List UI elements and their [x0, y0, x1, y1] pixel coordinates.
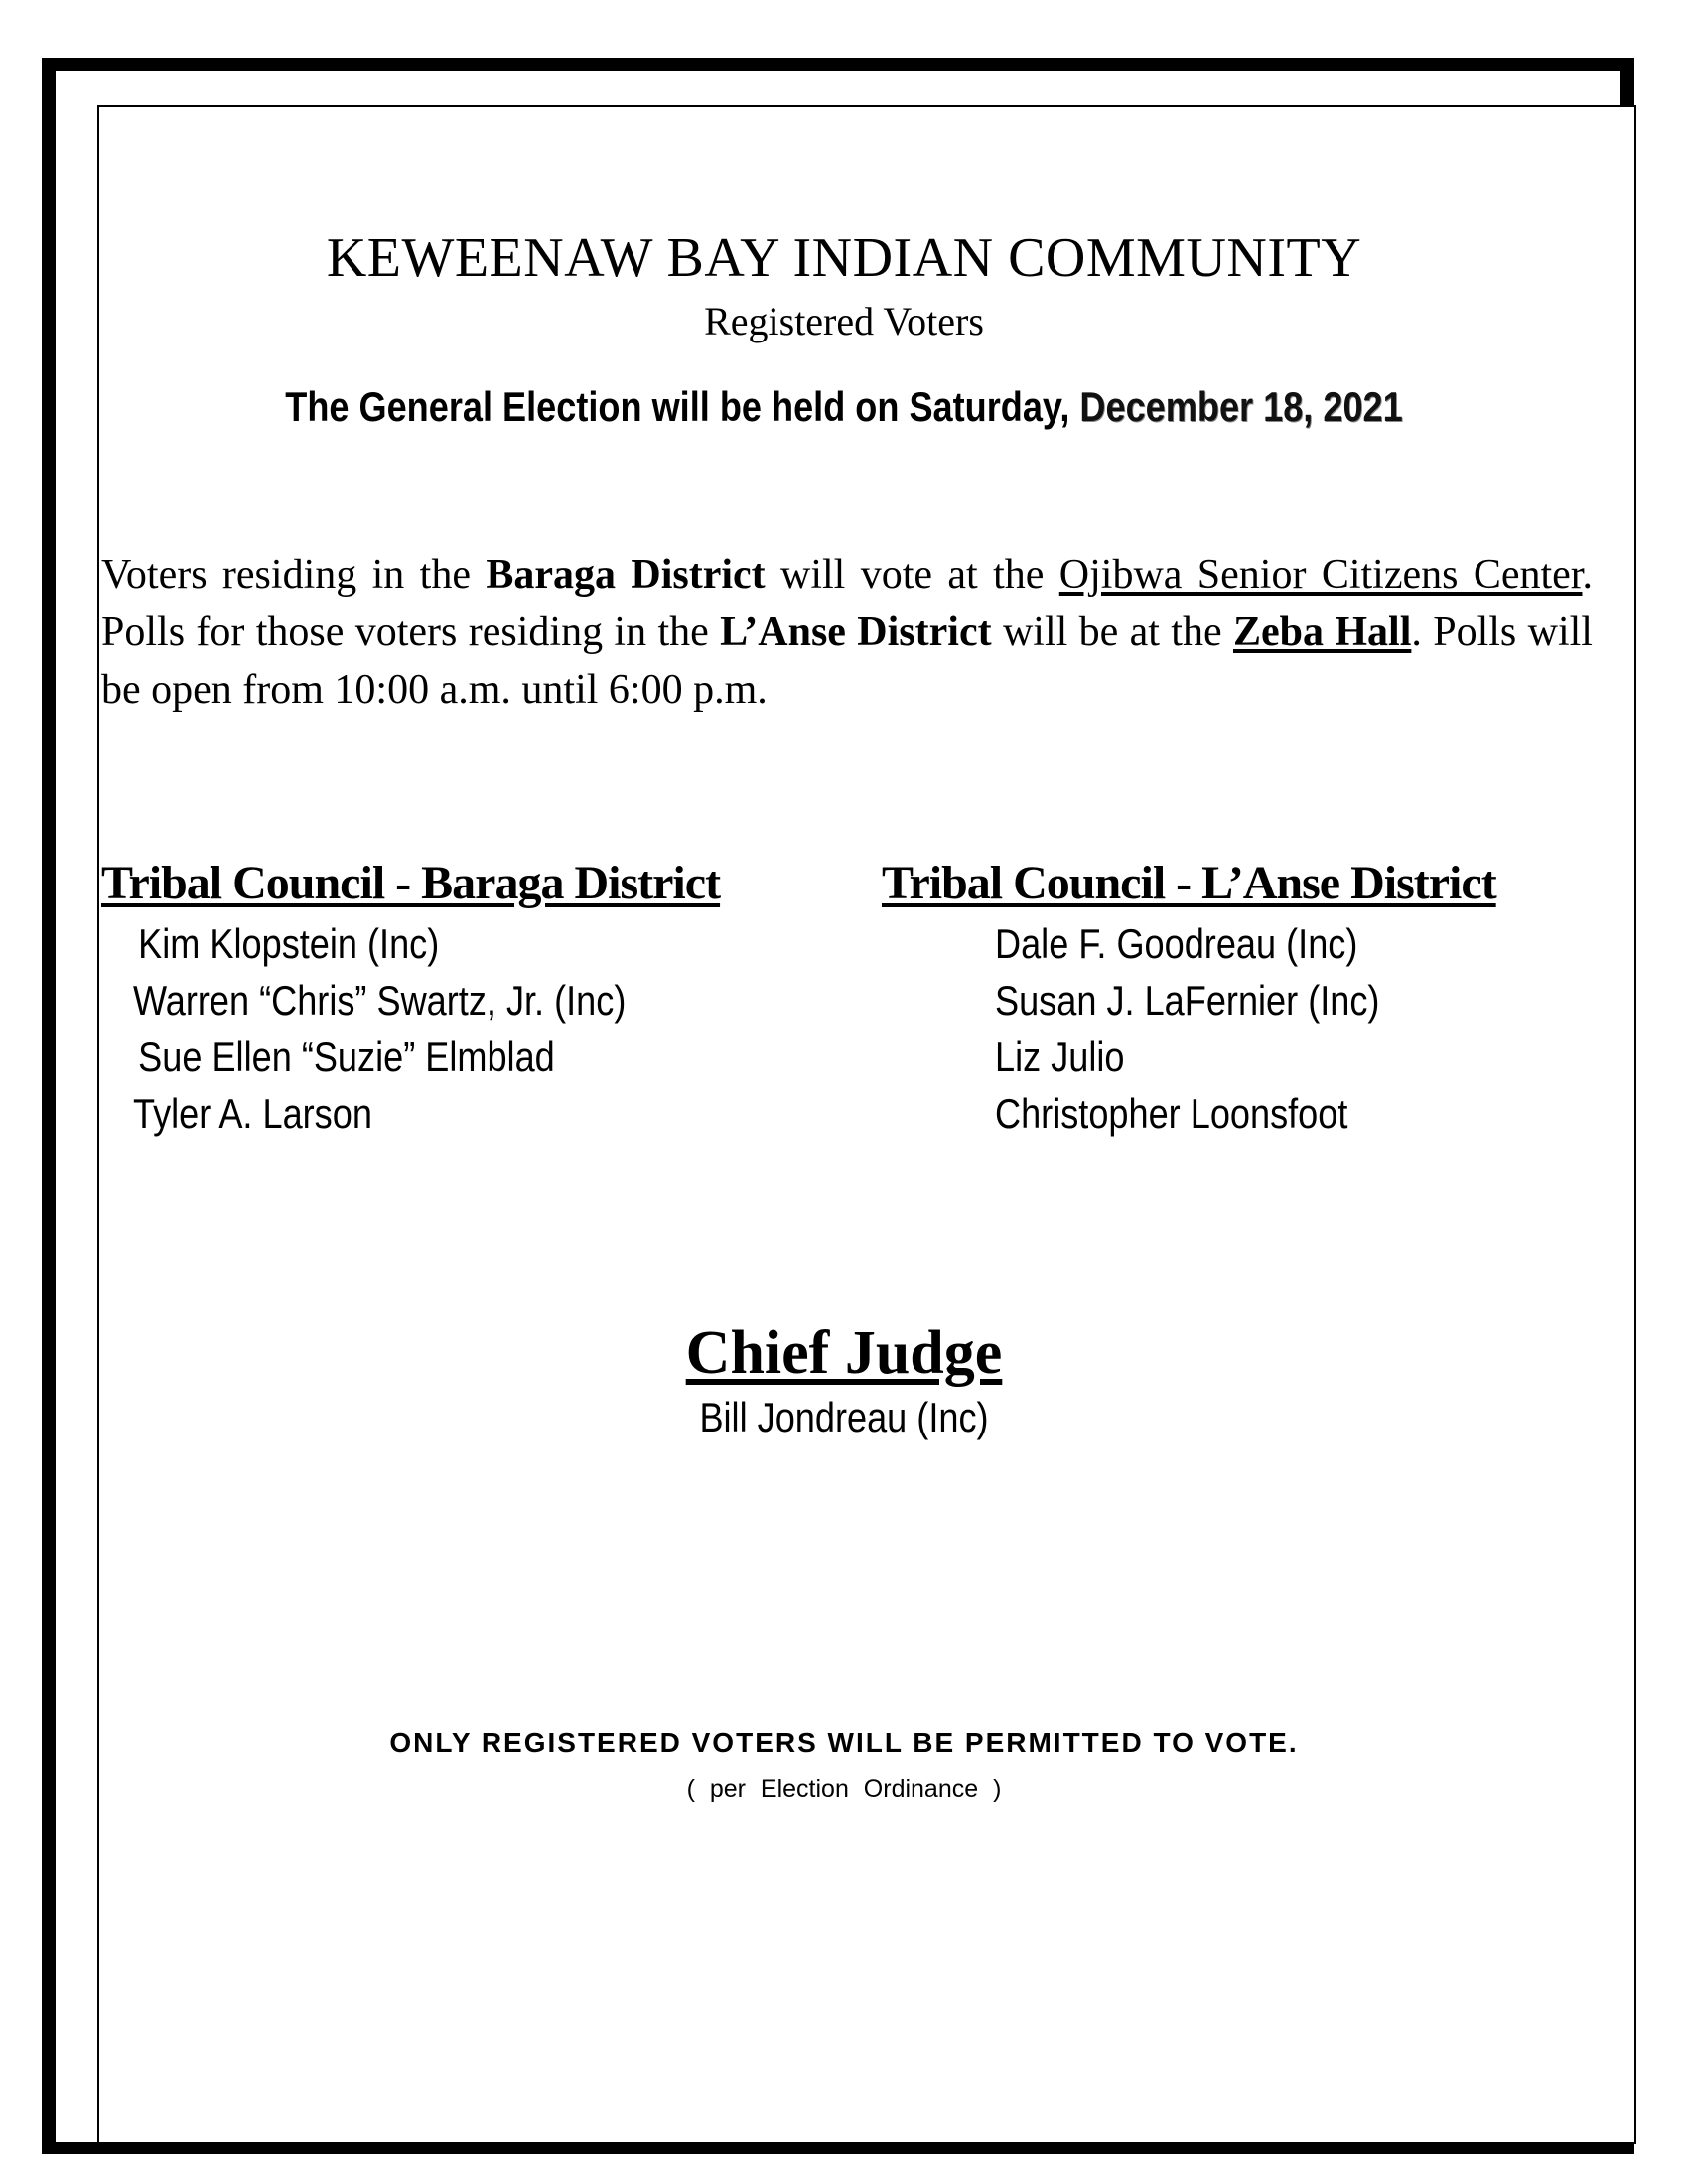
ordinance-note: ( per Election Ordinance ): [686, 1775, 1002, 1803]
election-date-line: [118, 383, 1570, 431]
candidate-name: Warren “Chris” Swartz, Jr. (Inc): [133, 977, 627, 1024]
lanse-council-heading: Tribal Council - L’Anse District: [882, 857, 1496, 909]
lanse-candidate-list: [995, 915, 1379, 1142]
baraga-polling-location: Ojibwa Senior Citizens Center: [1058, 552, 1583, 598]
lanse-polling-location: Zeba Hall: [1232, 610, 1412, 655]
registered-voters-notice: ONLY REGISTERED VOTERS WILL BE PERMITTED TO VOTE.: [389, 1727, 1299, 1758]
election-date: December 18, 2021: [1079, 383, 1403, 430]
polling-text: Voters residing in the: [101, 552, 487, 598]
candidate-name: Christopher Loonsfoot: [995, 1090, 1348, 1137]
candidate-name: Susan J. LaFernier (Inc): [995, 977, 1380, 1024]
polling-text: . Polls for those voters residing in the: [101, 552, 1593, 655]
candidate-name: Dale F. Goodreau (Inc): [995, 920, 1358, 967]
election-date-prefix: The General Election will be held on Saturday,: [285, 383, 1080, 430]
page-border-notch: [1622, 58, 1634, 107]
lanse-district-label: L’Anse District: [720, 610, 992, 655]
candidate-name: Sue Ellen “Suzie” Elmblad: [138, 1033, 555, 1080]
polling-text: will vote at the: [765, 552, 1059, 598]
polling-text: . Polls will be open from 10:00 a.m. until 6:00 p.m.: [101, 610, 1593, 713]
polling-paragraph: [101, 546, 1593, 719]
chief-judge-candidate: Bill Jondreau (Inc): [699, 1394, 989, 1440]
document-subtitle: Registered Voters: [704, 299, 984, 343]
candidate-name: Kim Klopstein (Inc): [138, 920, 440, 967]
baraga-candidate-list: [133, 915, 626, 1142]
baraga-council-heading: Tribal Council - Baraga District: [101, 857, 721, 909]
candidate-name: Tyler A. Larson: [133, 1090, 372, 1137]
chief-judge-heading: Chief Judge: [685, 1319, 1003, 1387]
polling-text: will be at the: [991, 610, 1233, 655]
candidate-name: Liz Julio: [995, 1033, 1125, 1080]
baraga-district-label: Baraga District: [486, 552, 766, 598]
document-title: KEWEENAW BAY INDIAN COMMUNITY: [326, 227, 1362, 289]
